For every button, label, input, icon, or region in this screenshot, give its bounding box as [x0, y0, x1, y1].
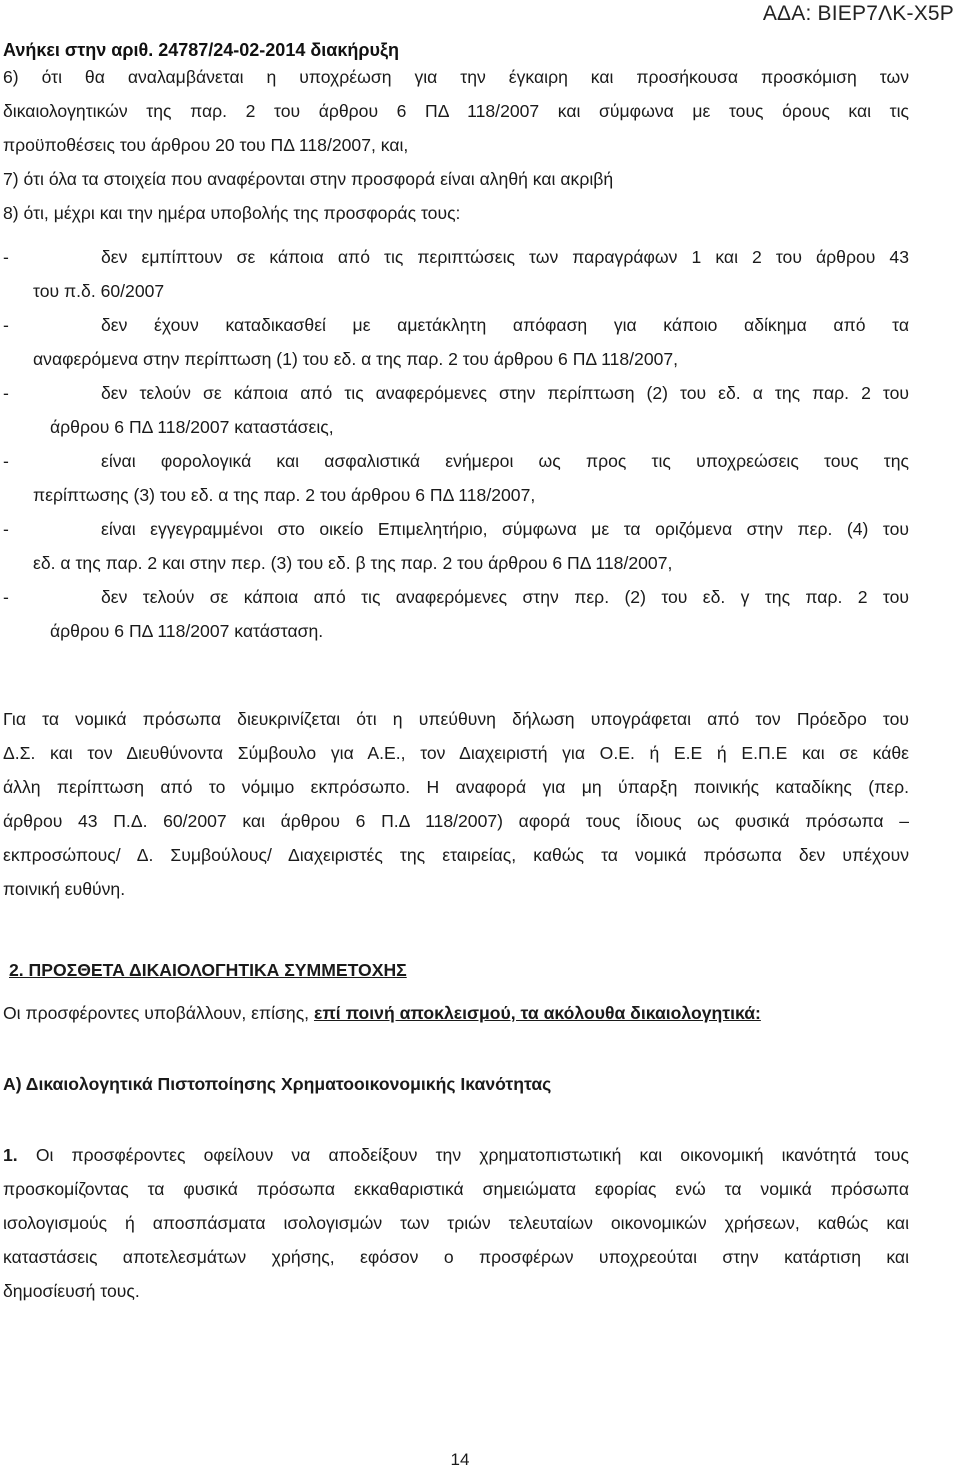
declarations-list [3, 60, 909, 230]
condition-text: είναι εγγεγραμμένοι στο οικείο Επιμελητήριο, σύμφωνα με τα οριζόμενα στην περ. (4) του [101, 519, 909, 539]
intro-text: Οι προσφέροντες υποβάλλουν, επίσης, [3, 1003, 314, 1023]
legal-persons-paragraph [3, 702, 909, 906]
conditions-list [3, 240, 909, 648]
paragraph-line: Δ.Σ. και τον Διευθύνοντα Σύμβουλο για Α.Ε., τον Διαχειριστή για Ο.Ε. ή Ε.Ε ή Ε.Π.Ε και σε κάθε [3, 743, 909, 763]
condition-text: δεν έχουν καταδικασθεί με αμετάκλητη απόφαση για κάποιο αδίκημα από τα [101, 315, 909, 335]
paragraph-line: προσκομίζοντας τα φυσικά πρόσωπα εκκαθαριστικά σημειώματα εφορίας ενώ τα νομικά πρόσωπα [3, 1179, 909, 1199]
paragraph-line: Για τα νομικά πρόσωπα διευκρινίζεται ότι η υπεύθυνη δήλωση υπογράφεται από τον Πρόεδρο του [3, 709, 909, 729]
condition-continuation: αναφερόμενα στην περίπτωση (1) του εδ. α της παρ. 2 του άρθρου 6 ΠΔ 118/2007, [33, 349, 679, 369]
condition-item [3, 376, 909, 410]
dash-marker: - [3, 519, 9, 539]
dash-marker: - [3, 383, 9, 403]
paragraph-line: ποινική ευθύνη. [3, 879, 126, 899]
paragraph-line: καταστάσεις αποτελεσμάτων χρήσης, εφόσον ο προσφέρων υποχρεούται στην κατάρτιση και [3, 1247, 909, 1267]
condition-item [3, 512, 909, 546]
condition-item [3, 444, 909, 478]
declaration-8: 8) ότι, μέχρι και την ημέρα υποβολής της προσφοράς τους: [3, 203, 461, 223]
section-intro [3, 996, 909, 1030]
paragraph-line [3, 1138, 909, 1172]
intro-emphasis: επί ποινή αποκλεισμού, τα ακόλουθα δικαιολογητικά: [313, 1003, 761, 1023]
dash-marker: - [3, 315, 9, 335]
ada-code: ΑΔΑ: ΒΙΕΡ7ΛΚ-Χ5Ρ [762, 2, 954, 25]
tender-reference: Ανήκει στην αριθ. 24787/24-02-2014 διακήρυξη [3, 40, 399, 60]
item-text: Οι προσφέροντες οφείλουν να αποδείξουν την χρηματοπιστωτική και οικονομική ικανότητά τους [17, 1145, 909, 1165]
intro-line [3, 996, 909, 1030]
item-number: 1. [3, 1145, 18, 1165]
section-heading: 2. ΠΡΟΣΘΕΤΑ ΔΙΚΑΙΟΛΟΓΗΤΙΚΑ ΣΥΜΜΕΤΟΧΗΣ [9, 960, 407, 980]
condition-item [3, 580, 909, 614]
subheading-text: Α) Δικαιολογητικά Πιστοποίησης Χρηματοοικονομικής Ικανότητας [3, 1074, 552, 1094]
condition-item [3, 308, 909, 342]
condition-text: δεν τελούν σε κάποια από τις αναφερόμενες στην περίπτωση (2) του εδ. α της παρ. 2 του [101, 383, 909, 403]
condition-continuation: του π.δ. 60/2007 [33, 281, 165, 301]
page-number: 14 [450, 1450, 470, 1469]
condition-text: δεν εμπίπτουν σε κάποια από τις περιπτώσεις των παραγράφων 1 και 2 του άρθρου 43 [101, 247, 909, 267]
condition-continuation: εδ. α της παρ. 2 και στην περ. (3) του εδ. β της παρ. 2 του άρθρου 6 ΠΔ 118/2007, [33, 553, 673, 573]
financial-capacity-paragraph [3, 1138, 909, 1308]
subsection-heading [3, 1067, 909, 1101]
paragraph-line: εκπροσώπους/ Δ. Συμβούλους/ Διαχειριστές της εταιρείας, καθώς τα νομικά πρόσωπα δεν υπέχουν [3, 845, 909, 865]
condition-text: είναι φορολογικά και ασφαλιστικά ενήμεροι ως προς τις υποχρεώσεις τους της [101, 451, 909, 471]
condition-continuation: περίπτωσης (3) του εδ. α της παρ. 2 του άρθρου 6 ΠΔ 118/2007, [33, 485, 536, 505]
condition-text: δεν τελούν σε κάποια από τις αναφερόμενες στην περ. (2) του εδ. γ της παρ. 2 του [101, 587, 909, 607]
paragraph-line: άρθρου 43 Π.Δ. 60/2007 και άρθρου 6 Π.Δ 118/2007) αφορά τους ίδιους ως φυσικά πρόσωπα – [3, 811, 909, 831]
dash-marker: - [3, 247, 9, 267]
declaration-6-line1: 6) ότι θα αναλαμβάνεται η υποχρέωση για την έγκαιρη και προσήκουσα προσκόμιση των [3, 67, 909, 87]
dash-marker: - [3, 451, 9, 471]
declaration-7: 7) ότι όλα τα στοιχεία που αναφέρονται στην προσφορά είναι αληθή και ακριβή [3, 169, 614, 189]
condition-continuation: άρθρου 6 ΠΔ 118/2007 καταστάσεις, [50, 417, 334, 437]
paragraph-line: ισολογισμούς ή αποσπάσματα ισολογισμών των τριών τελευταίων οικονομικών χρήσεων, καθώς και [3, 1213, 909, 1233]
declaration-6-line3: προϋποθέσεις του άρθρου 20 του ΠΔ 118/2007, και, [3, 135, 409, 155]
declaration-6-line2: δικαιολογητικών της παρ. 2 του άρθρου 6 ΠΔ 118/2007 και σύμφωνα με τους όρους και τις [3, 101, 909, 121]
paragraph-line: άλλη περίπτωση από το νόμιμο εκπρόσωπο. Η αναφορά για μη ύπαρξη ποινικής καταδίκης (περ. [3, 777, 909, 797]
condition-item [3, 240, 909, 274]
condition-continuation: άρθρου 6 ΠΔ 118/2007 κατάσταση. [50, 621, 324, 641]
paragraph-line: δημοσίευσή τους. [3, 1281, 140, 1301]
dash-marker: - [3, 587, 9, 607]
